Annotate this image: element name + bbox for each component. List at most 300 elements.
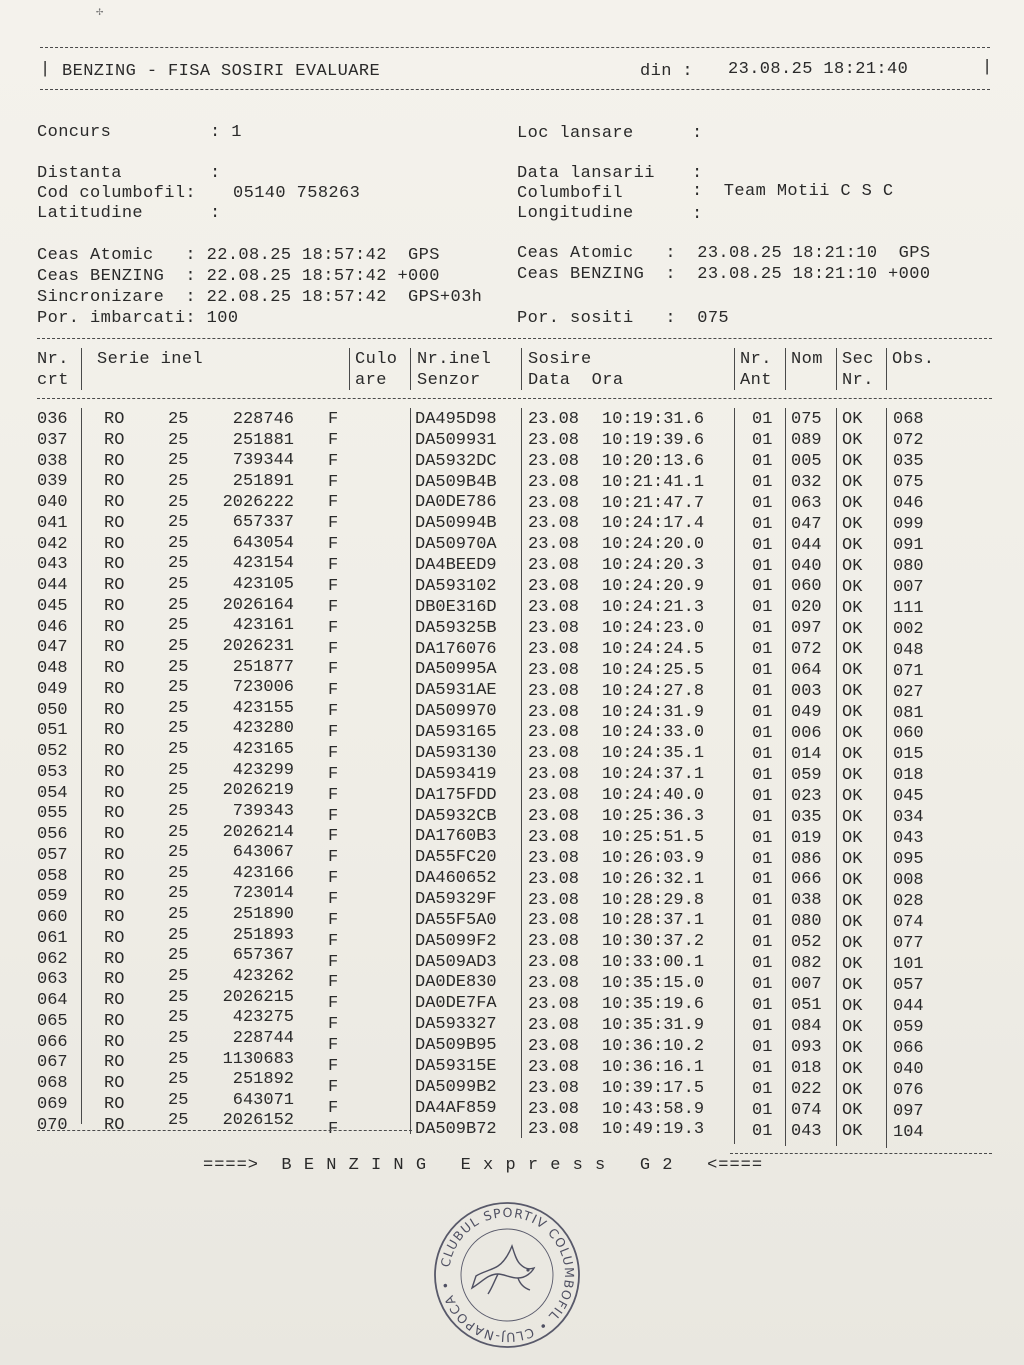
distanta-label: Distanta [37, 164, 122, 183]
cell-nr: 061 [37, 928, 68, 948]
cell-obs: 066 [893, 1038, 924, 1058]
cell-an: 25 [168, 905, 189, 925]
cell-sec: OK [842, 472, 863, 492]
body-sep [836, 408, 837, 1146]
cell-nom: 040 [791, 556, 822, 576]
cell-sec: OK [842, 493, 863, 513]
cell-obs: 045 [893, 787, 924, 807]
cell-ant: 01 [752, 807, 773, 827]
cell-ora: 10:24:17.4 [602, 514, 705, 534]
latitudine-label: Latitudine [37, 204, 144, 223]
cell-tara: RO [104, 825, 125, 844]
por-sositi: Por. sositi : 075 [517, 309, 730, 328]
cell-obs: 104 [893, 1122, 924, 1142]
cell-obs: 101 [893, 955, 924, 975]
cell-sex: F [328, 556, 339, 576]
cell-data: 23.08 [528, 535, 580, 555]
cell-obs: 018 [893, 766, 924, 786]
cell-senzor: DA55F5A0 [415, 910, 497, 930]
cell-obs: 027 [893, 682, 924, 702]
distanta-value: : [210, 164, 221, 183]
cell-ant: 01 [752, 410, 773, 429]
cell-data: 23.08 [528, 1120, 580, 1140]
cell-sex: F [328, 681, 339, 701]
cell-ant: 01 [752, 786, 773, 806]
cell-inel: 251892 [232, 1070, 294, 1090]
cell-data: 23.08 [528, 869, 580, 889]
cell-an: 25 [168, 843, 189, 863]
cell-an: 25 [168, 533, 189, 553]
header-sep [785, 348, 786, 390]
cod-columbofil-value: 05140 758263 [233, 184, 361, 203]
cell-sec: OK [842, 766, 863, 786]
cell-nom: 064 [791, 661, 822, 681]
cell-sex: F [328, 493, 339, 513]
cell-nom: 089 [791, 430, 822, 450]
cell-data: 23.08 [528, 1057, 580, 1077]
table-header-rule [37, 398, 992, 399]
cell-obs: 043 [893, 829, 924, 849]
cell-nom: 022 [791, 1079, 822, 1099]
table-bottom-rule-right [730, 1153, 992, 1154]
cell-an: 25 [168, 801, 189, 821]
cell-sex: F [328, 785, 339, 805]
cell-obs: 059 [893, 1018, 924, 1037]
cell-inel: 657367 [232, 946, 294, 966]
cell-nr: 042 [37, 534, 68, 554]
cell-data: 23.08 [528, 702, 580, 722]
cell-senzor: DA593327 [415, 1015, 497, 1035]
sincronizare: Sincronizare : 22.08.25 18:57:42 GPS+03h [37, 288, 483, 307]
cell-data: 23.08 [528, 451, 580, 471]
cell-an: 25 [168, 1049, 189, 1069]
cell-senzor: DA5099B2 [415, 1077, 497, 1097]
cell-data: 23.08 [528, 1099, 580, 1119]
cell-inel: 723006 [232, 678, 294, 698]
cell-inel: 251890 [232, 905, 294, 925]
cell-ant: 01 [752, 1079, 773, 1099]
longitudine-label: Longitudine [517, 204, 634, 223]
cell-sec: OK [842, 975, 863, 995]
cell-nom: 082 [791, 954, 822, 974]
cell-sex: F [328, 723, 339, 743]
cell-sec: OK [842, 808, 863, 828]
body-sep [81, 408, 82, 1124]
cell-nom: 023 [791, 786, 822, 806]
cell-nom: 047 [791, 514, 822, 534]
cell-sec: OK [842, 682, 863, 702]
cell-inel: 423165 [232, 740, 294, 760]
cell-inel: 251881 [232, 430, 294, 450]
cell-senzor: DA5932DC [415, 451, 497, 471]
cell-ant: 01 [752, 975, 773, 995]
cell-inel: 1130683 [222, 1049, 294, 1069]
cell-tara: RO [104, 804, 125, 824]
cell-data: 23.08 [528, 786, 580, 806]
col-culoare-header: Culo [355, 350, 398, 369]
cell-tara: RO [104, 534, 125, 554]
cell-nr: 067 [37, 1053, 68, 1073]
cell-ora: 10:43:58.9 [602, 1099, 705, 1119]
latitudine-value: : [210, 204, 221, 223]
cell-obs: 035 [893, 451, 924, 471]
cell-inel: 643067 [232, 843, 294, 863]
cell-sex: F [328, 869, 339, 889]
header-sep [410, 348, 411, 390]
ceas-benzing-start: Ceas BENZING : 22.08.25 18:57:42 +000 [37, 267, 440, 286]
cell-inel: 423166 [232, 863, 294, 883]
header-left-bar: | [40, 60, 51, 79]
cell-obs: 097 [893, 1101, 924, 1121]
cell-tara: RO [104, 451, 125, 471]
cell-ora: 10:24:20.0 [602, 535, 705, 555]
cell-sec: OK [842, 996, 863, 1016]
cell-nom: 059 [791, 765, 822, 785]
cell-ant: 01 [752, 451, 773, 471]
cell-data: 23.08 [528, 953, 580, 973]
cell-obs: 028 [893, 892, 924, 912]
cell-ora: 10:35:31.9 [602, 1015, 705, 1035]
cell-inel: 423262 [232, 967, 294, 986]
cell-inel: 739343 [232, 801, 294, 821]
cell-nr: 069 [37, 1094, 68, 1114]
cell-ora: 10:21:47.7 [602, 493, 705, 513]
cell-data: 23.08 [528, 410, 580, 429]
cell-obs: 048 [893, 640, 924, 660]
cell-senzor: DB0E316D [415, 597, 497, 617]
cell-ant: 01 [752, 430, 773, 450]
footer-banner: ====> B E N Z I N G E x p r e s s G 2 <==== [203, 1156, 764, 1175]
cell-obs: 034 [893, 808, 924, 828]
header-right-bar: | [982, 58, 993, 77]
cell-ant: 01 [752, 682, 773, 702]
cell-obs: 072 [893, 430, 924, 450]
cell-inel: 423275 [232, 1008, 294, 1028]
cell-inel: 228744 [232, 1028, 294, 1048]
cell-data: 23.08 [528, 806, 580, 826]
cell-nom: 014 [791, 744, 822, 764]
cell-tara: RO [104, 638, 125, 658]
col-sosire-header: Sosire [528, 350, 592, 369]
cell-ant: 01 [752, 472, 773, 492]
cell-sex: F [328, 1056, 339, 1076]
cell-nr: 044 [37, 576, 68, 595]
cell-inel: 423105 [232, 575, 294, 595]
cell-nom: 043 [791, 1121, 822, 1141]
cell-data: 23.08 [528, 995, 580, 1015]
cell-data: 23.08 [528, 848, 580, 868]
cell-sec: OK [842, 430, 863, 450]
cell-senzor: DA175FDD [415, 785, 497, 805]
cell-sex: F [328, 952, 339, 972]
cell-sex: F [328, 994, 339, 1014]
cell-ora: 10:25:36.3 [602, 806, 705, 826]
cell-sec: OK [842, 598, 863, 618]
cell-sec: OK [842, 619, 863, 639]
cell-nom: 075 [791, 410, 822, 429]
cell-senzor: DA1760B3 [415, 827, 497, 847]
cell-senzor: DA50994B [415, 514, 497, 534]
cell-sex: F [328, 1119, 339, 1139]
cell-sex: F [328, 514, 339, 534]
cell-nom: 086 [791, 849, 822, 869]
body-sep [410, 408, 411, 1134]
cell-senzor: DA5099F2 [415, 931, 497, 951]
cell-data: 23.08 [528, 598, 580, 618]
cell-nr: 056 [37, 825, 68, 844]
cell-an: 25 [168, 678, 189, 698]
cell-sec: OK [842, 1038, 863, 1058]
cell-data: 23.08 [528, 681, 580, 701]
col-nr-header: Nr. [37, 350, 69, 369]
cell-nom: 097 [791, 619, 822, 639]
cell-tara: RO [104, 783, 125, 803]
cell-nom: 044 [791, 535, 822, 555]
concurs-label: Concurs [37, 123, 112, 142]
cell-obs: 075 [893, 472, 924, 492]
cell-obs: 007 [893, 577, 924, 597]
cell-nr: 051 [37, 721, 68, 741]
loc-lansare-label: Loc lansare [517, 124, 634, 143]
cell-an: 25 [168, 595, 189, 615]
cell-tara: RO [104, 1094, 125, 1114]
cell-an: 25 [168, 1070, 189, 1090]
cell-an: 25 [168, 1028, 189, 1048]
cell-obs: 071 [893, 661, 924, 681]
cell-data: 23.08 [528, 890, 580, 910]
concurs-value: : 1 [210, 123, 242, 142]
cell-sex: F [328, 576, 339, 596]
cell-nom: 049 [791, 703, 822, 723]
cell-sex: F [328, 973, 339, 993]
cell-ora: 10:35:19.6 [602, 995, 705, 1015]
cell-nom: 084 [791, 1016, 822, 1036]
report-datetime: 23.08.25 18:21:40 [728, 60, 909, 79]
col-ant-header-2: Ant [740, 371, 772, 390]
cell-ant: 01 [752, 828, 773, 848]
cell-data: 23.08 [528, 1036, 580, 1056]
cell-tara: RO [104, 1011, 125, 1031]
cell-ora: 10:33:00.1 [602, 953, 705, 973]
din-label: din : [640, 62, 694, 81]
cell-nr: 049 [37, 679, 68, 699]
cell-sex: F [328, 1098, 339, 1118]
longitudine-value: : [692, 205, 703, 224]
cell-nom: 006 [791, 723, 822, 743]
cell-inel: 723014 [232, 884, 294, 904]
cell-senzor: DA509970 [415, 702, 497, 722]
cell-nom: 052 [791, 933, 822, 953]
cell-tara: RO [104, 679, 125, 699]
cell-nr: 070 [37, 1115, 68, 1135]
cell-obs: 057 [893, 976, 924, 996]
cell-ant: 01 [752, 912, 773, 932]
body-sep [886, 408, 887, 1148]
cell-sex: F [328, 910, 339, 930]
cell-sex: F [328, 472, 339, 492]
cell-an: 25 [168, 1090, 189, 1110]
cell-ant: 01 [752, 765, 773, 785]
cell-obs: 060 [893, 724, 924, 744]
col-senzor-header: Senzor [417, 371, 481, 390]
cell-ant: 01 [752, 1016, 773, 1036]
cell-an: 25 [168, 987, 189, 1007]
cell-inel: 423280 [232, 719, 294, 739]
cell-ant: 01 [752, 661, 773, 681]
cell-tara: RO [104, 1074, 125, 1093]
cell-senzor: DA0DE7FA [415, 994, 497, 1014]
cell-sec: OK [842, 514, 863, 534]
cell-nom: 020 [791, 598, 822, 618]
cell-senzor: DA593165 [415, 723, 497, 743]
cell-nr: 036 [37, 410, 68, 429]
cell-an: 25 [168, 719, 189, 739]
cell-ora: 10:30:37.2 [602, 932, 705, 952]
cell-ora: 10:20:13.6 [602, 451, 705, 471]
cell-data: 23.08 [528, 639, 580, 659]
por-imbarcati: Por. imbarcati: 100 [37, 309, 239, 328]
cell-inel: 2026164 [222, 595, 294, 615]
cell-obs: 002 [893, 619, 924, 639]
cell-inel: 739344 [232, 451, 294, 471]
cell-inel: 2026152 [222, 1111, 294, 1131]
cell-inel: 423154 [232, 554, 294, 574]
cell-nr: 052 [37, 742, 68, 761]
col-sec-header-2: Nr. [842, 371, 874, 390]
cell-sex: F [328, 827, 339, 847]
body-sep [785, 408, 786, 1146]
cell-sec: OK [842, 891, 863, 911]
cell-data: 23.08 [528, 514, 580, 534]
cell-ora: 10:28:37.1 [602, 911, 705, 931]
cell-senzor: DA509931 [415, 430, 497, 450]
cell-ora: 10:24:23.0 [602, 618, 705, 638]
cell-ora: 10:26:03.9 [602, 848, 705, 868]
cell-senzor: DA55FC20 [415, 848, 497, 868]
cell-sex: F [328, 1077, 339, 1097]
cell-sec: OK [842, 1059, 863, 1079]
col-data-ora-header: Data Ora [528, 371, 624, 390]
cell-an: 25 [168, 1008, 189, 1028]
cell-senzor: DA593102 [415, 576, 497, 596]
cell-an: 25 [168, 451, 189, 471]
cell-nr: 041 [37, 513, 68, 533]
cell-ora: 10:36:16.1 [602, 1057, 705, 1077]
cell-tara: RO [104, 1032, 125, 1052]
cell-sex: F [328, 430, 339, 450]
cell-senzor: DA509AD3 [415, 952, 497, 972]
cell-obs: 015 [893, 745, 924, 765]
col-crt-header: crt [37, 371, 69, 390]
cell-senzor: DA5931AE [415, 681, 497, 701]
cell-tara: RO [104, 1115, 125, 1135]
header-sep [734, 348, 735, 390]
cell-tara: RO [104, 908, 125, 927]
cell-data: 23.08 [528, 932, 580, 952]
cell-senzor: DA0DE830 [415, 973, 497, 993]
cell-senzor: DA59329F [415, 890, 497, 909]
cell-sec: OK [842, 912, 863, 932]
cell-nr: 066 [37, 1032, 68, 1052]
cell-nr: 040 [37, 493, 68, 512]
cell-obs: 068 [893, 410, 924, 429]
cell-nr: 064 [37, 991, 68, 1010]
cell-sex: F [328, 806, 339, 826]
cell-nom: 072 [791, 640, 822, 660]
cell-nr: 048 [37, 659, 68, 678]
cell-data: 23.08 [528, 974, 580, 994]
cell-data: 23.08 [528, 911, 580, 931]
cell-inel: 2026215 [222, 987, 294, 1007]
cell-sec: OK [842, 933, 863, 953]
cell-tara: RO [104, 866, 125, 886]
cell-tara: RO [104, 700, 125, 720]
cell-an: 25 [168, 967, 189, 986]
cell-ora: 10:25:51.5 [602, 827, 705, 847]
cell-ant: 01 [752, 870, 773, 890]
cell-nom: 074 [791, 1100, 822, 1120]
cell-ant: 01 [752, 1037, 773, 1057]
cell-tara: RO [104, 721, 125, 741]
cell-sex: F [328, 743, 339, 763]
cell-tara: RO [104, 991, 125, 1010]
cell-sex: F [328, 702, 339, 722]
cell-nr: 050 [37, 700, 68, 720]
data-lansarii-value: : [692, 164, 703, 183]
cell-ant: 01 [752, 535, 773, 555]
pin-icon: ✢ [96, 5, 104, 19]
cell-nr: 043 [37, 555, 68, 575]
cell-sec: OK [842, 829, 863, 849]
cell-inel: 251893 [232, 925, 294, 945]
col-sec-header: Sec [842, 350, 874, 369]
cell-tara: RO [104, 949, 125, 969]
cell-inel: 2026214 [222, 822, 294, 842]
cell-ora: 10:36:10.2 [602, 1036, 705, 1056]
cell-sex: F [328, 639, 339, 659]
cell-sec: OK [842, 1017, 863, 1037]
cell-ant: 01 [752, 556, 773, 576]
cell-nom: 060 [791, 577, 822, 597]
cell-ora: 10:24:25.5 [602, 660, 705, 680]
cell-sec: OK [842, 577, 863, 597]
cell-an: 25 [168, 946, 189, 966]
cell-ant: 01 [752, 723, 773, 743]
cell-tara: RO [104, 493, 125, 512]
cod-columbofil-label: Cod columbofil: [37, 184, 197, 203]
cell-senzor: DA4AF859 [415, 1098, 497, 1118]
cell-data: 23.08 [528, 827, 580, 847]
cell-tara: RO [104, 410, 125, 429]
cell-nom: 003 [791, 682, 822, 702]
club-stamp [432, 1200, 582, 1350]
cell-an: 25 [168, 925, 189, 945]
cell-sex: F [328, 1036, 339, 1056]
header-sep [836, 348, 837, 390]
cell-inel: 2026231 [222, 636, 294, 656]
cell-data: 23.08 [528, 744, 580, 764]
report-title: BENZING - FISA SOSIRI EVALUARE [62, 62, 381, 81]
cell-nr: 060 [37, 908, 68, 927]
cell-obs: 080 [893, 556, 924, 576]
cell-nr: 046 [37, 617, 68, 637]
cell-senzor: DA593130 [415, 743, 497, 763]
cell-inel: 2026219 [222, 781, 294, 801]
dove-icon [472, 1246, 534, 1294]
cell-senzor: DA5932CB [415, 806, 497, 826]
cell-data: 23.08 [528, 430, 580, 450]
cell-ant: 01 [752, 1058, 773, 1078]
